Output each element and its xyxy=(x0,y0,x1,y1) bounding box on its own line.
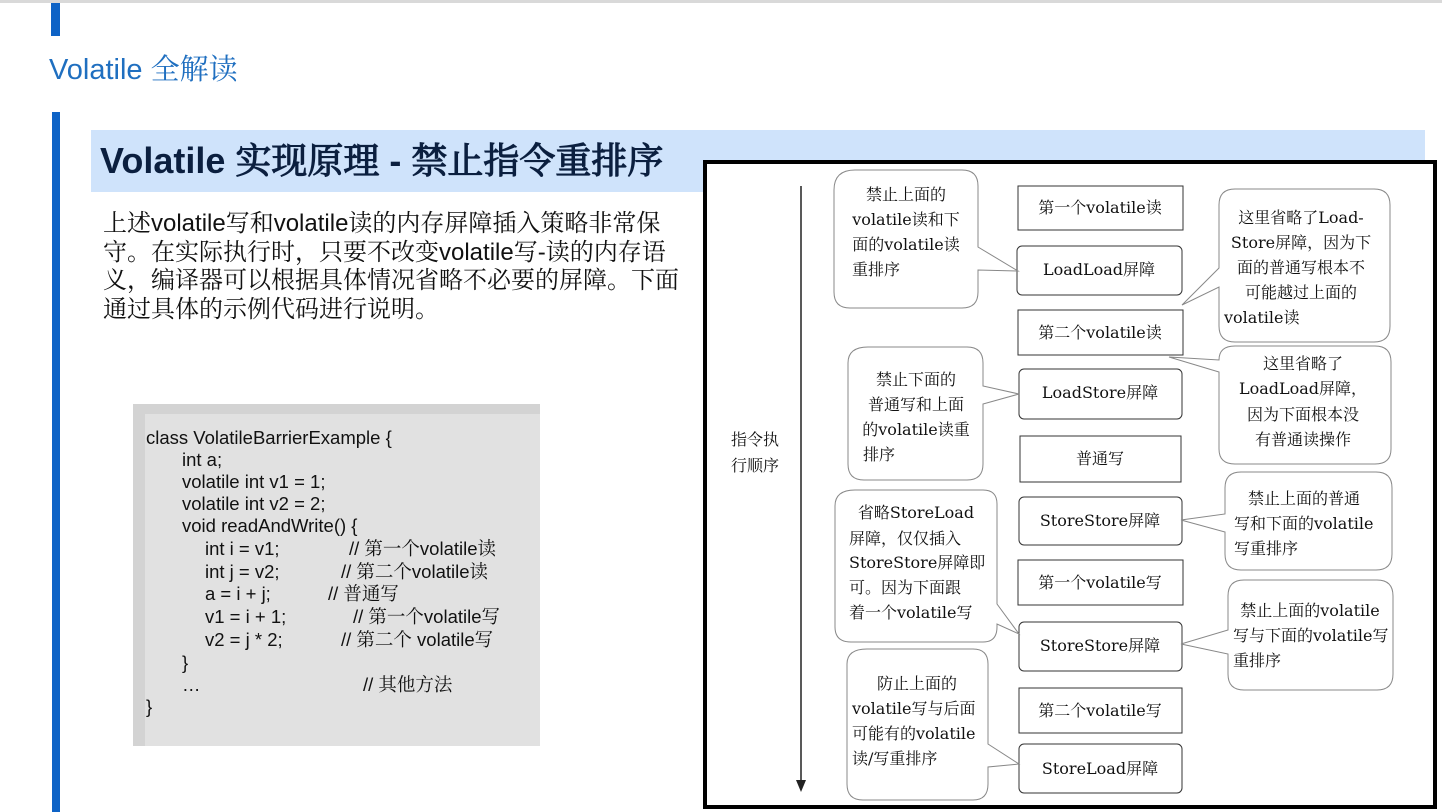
instruction-box-label: 第二个volatile写 xyxy=(1038,701,1162,720)
code-comment: // 其他方法 xyxy=(363,674,453,695)
axis-label: 指令执 xyxy=(731,430,780,449)
callout-text: 禁止上面的volatile xyxy=(1240,601,1380,620)
top-border xyxy=(0,0,1442,3)
barrier-diagram-svg xyxy=(707,164,1433,805)
instruction-box xyxy=(1018,186,1183,230)
slide-title: Volatile 实现原理 - 禁止指令重排序 xyxy=(100,140,664,181)
callout-text: volatile写与后面 xyxy=(852,699,976,718)
callout-text: volatile读和下 xyxy=(852,210,960,229)
code-line: void readAndWrite() { xyxy=(182,515,358,536)
instruction-box xyxy=(1019,622,1182,671)
callout-text: 重排序 xyxy=(1233,651,1282,670)
left-callout xyxy=(834,170,1018,308)
left-callout xyxy=(847,649,1019,800)
callout-text: 写与下面的volatile写 xyxy=(1233,626,1389,645)
description-text: 上述volatile写和volatile读的内存屏障插入策略非常保守。在实际执行时，只要不改变volatile写-读的内存语义，编译器可以根据具体情况省略不必要的屏障。下面通过具体的示例代码进行说明。 xyxy=(103,210,679,323)
page-header: Volatile 全解读 xyxy=(49,54,238,86)
callout-text: 可能越过上面的 xyxy=(1244,283,1358,302)
code-line: v1 = i + 1; xyxy=(205,606,287,627)
callout-text: LoadLoad屏障， xyxy=(1238,379,1368,398)
callout-text: 重排序 xyxy=(852,260,901,279)
top-accent-bar xyxy=(51,3,60,36)
instruction-box-label: StoreLoad屏障 xyxy=(1041,759,1159,778)
callout-text: 读/写重排序 xyxy=(852,749,938,768)
code-line: int i = v1; xyxy=(205,538,280,559)
instruction-box-label: 第一个volatile写 xyxy=(1038,573,1162,592)
instruction-box xyxy=(1020,436,1181,482)
code-line: int j = v2; xyxy=(205,561,280,582)
instruction-box xyxy=(1019,497,1182,545)
left-callout xyxy=(835,490,1019,642)
code-line: volatile int v2 = 2; xyxy=(182,493,326,514)
instruction-box-label: 第一个volatile读 xyxy=(1038,198,1162,217)
code-line: … xyxy=(182,674,201,695)
instruction-box-label: LoadStore屏障 xyxy=(1041,383,1159,402)
code-line: } xyxy=(146,696,153,717)
callout-text: 的volatile读重 xyxy=(862,420,970,439)
right-callout xyxy=(1169,346,1391,464)
instruction-box xyxy=(1019,688,1182,733)
slide-accent-bar xyxy=(52,112,60,812)
code-line: a = i + j; xyxy=(205,583,271,604)
callout-text: volatile读 xyxy=(1224,308,1300,327)
right-callout xyxy=(1182,189,1390,342)
callout-text: 防止上面的 xyxy=(876,674,958,693)
callout-text: 屏障，仅仅插入 xyxy=(849,529,962,548)
code-comment: // 第二个volatile读 xyxy=(341,561,489,582)
barrier-diagram xyxy=(703,160,1437,809)
callout-text: 这里省略了 xyxy=(1262,354,1344,373)
instruction-box-label: StoreStore屏障 xyxy=(1039,511,1161,530)
right-callout xyxy=(1181,580,1393,690)
callout-text: 可能有的volatile xyxy=(852,724,976,743)
code-block-shadow-left xyxy=(133,404,145,746)
code-comment: // 普通写 xyxy=(328,583,399,604)
instruction-box-label: StoreStore屏障 xyxy=(1039,636,1161,655)
instruction-box-label: 普通写 xyxy=(1075,449,1125,468)
code-line: class VolatileBarrierExample { xyxy=(146,427,392,448)
callout-text: 可。因为下面跟 xyxy=(849,578,962,597)
callout-text: 禁止上面的普通 xyxy=(1247,489,1361,508)
callout-text: 因为下面根本没 xyxy=(1246,405,1360,424)
callout-text: 面的普通写根本不 xyxy=(1236,258,1366,277)
callout-text: 排序 xyxy=(863,445,896,464)
callout-text: 禁止上面的 xyxy=(865,185,947,204)
callout-text: 普通写和上面 xyxy=(867,395,965,414)
callout-text: 写重排序 xyxy=(1234,539,1299,558)
instruction-box xyxy=(1019,369,1182,419)
code-block-shadow-top xyxy=(133,404,540,414)
instruction-box xyxy=(1017,246,1182,295)
code-comment: // 第一个volatile读 xyxy=(349,538,497,559)
instruction-box-label: LoadLoad屏障 xyxy=(1042,260,1156,279)
code-comment: // 第一个volatile写 xyxy=(353,606,501,627)
left-callout xyxy=(848,347,1019,480)
callout-text: Store屏障，因为下 xyxy=(1230,233,1372,252)
callout-text: 写和下面的volatile xyxy=(1234,514,1374,533)
code-line: v2 = j * 2; xyxy=(205,629,283,650)
code-line: volatile int v1 = 1; xyxy=(182,471,326,492)
instruction-box-label: 第二个volatile读 xyxy=(1038,323,1162,342)
code-line: } xyxy=(182,652,189,673)
instruction-box xyxy=(1018,560,1183,605)
code-block xyxy=(133,404,540,746)
right-callout xyxy=(1181,472,1392,570)
instruction-box xyxy=(1019,744,1182,793)
callout-text: StoreStore屏障即 xyxy=(849,553,986,572)
axis-label: 行顺序 xyxy=(731,456,780,475)
instruction-box xyxy=(1018,310,1183,355)
callout-text: 有普通读操作 xyxy=(1254,430,1352,449)
code-line: int a; xyxy=(182,449,223,470)
callout-text: 禁止下面的 xyxy=(875,370,957,389)
callout-text: 这里省略了Load- xyxy=(1238,208,1364,227)
timeline-arrow-icon xyxy=(796,780,806,792)
callout-text: 省略StoreLoad xyxy=(857,503,975,522)
code-comment: // 第二个 volatile写 xyxy=(341,629,494,650)
callout-text: 面的volatile读 xyxy=(852,235,960,254)
callout-text: 着一个volatile写 xyxy=(849,603,973,622)
